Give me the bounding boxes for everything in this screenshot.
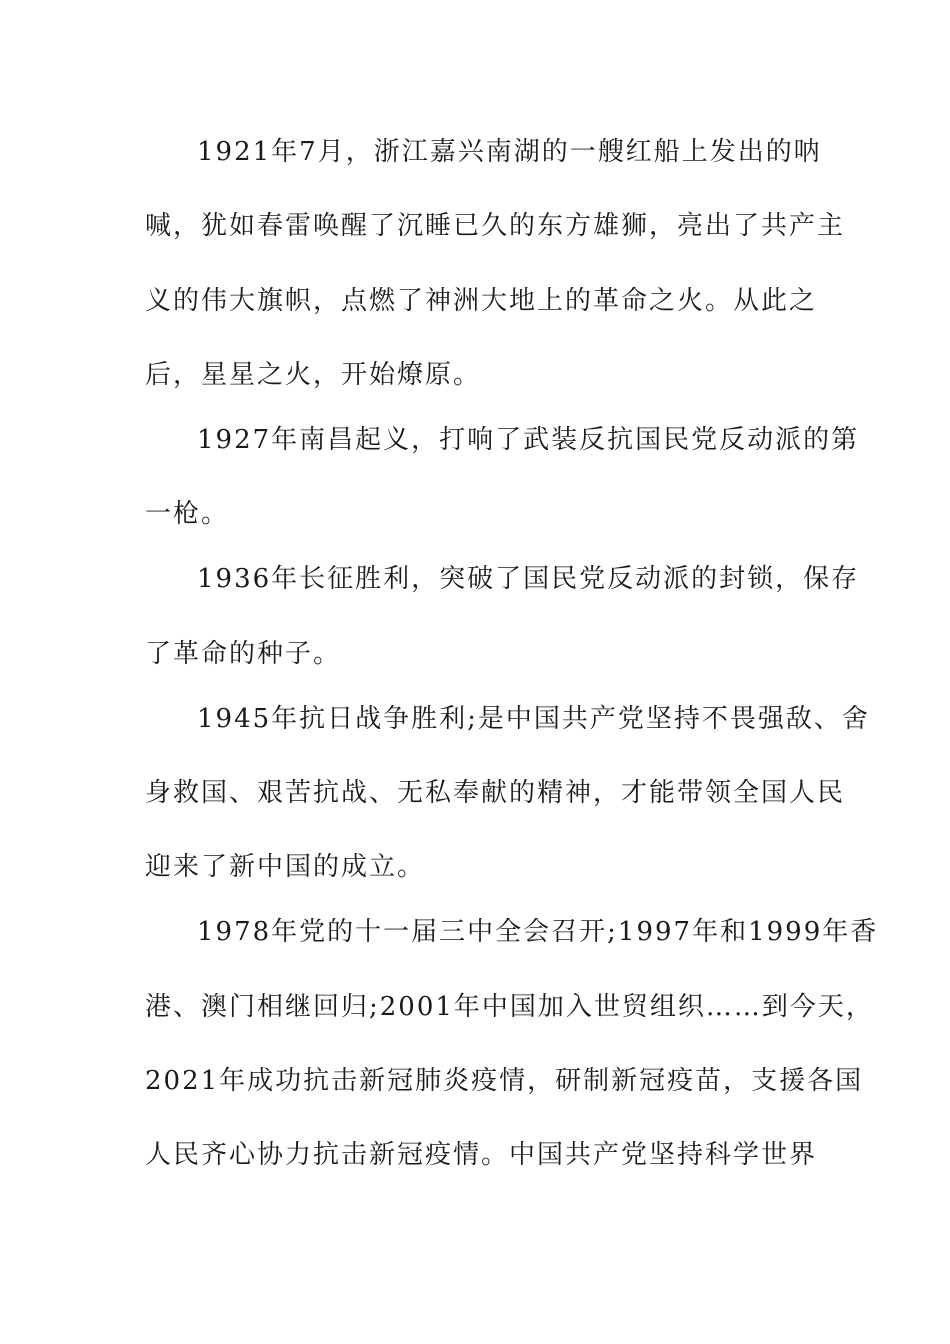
paragraph-5-line-3: 2021年成功抗击新冠肺炎疫情，研制新冠疫苗，支援各国	[145, 1066, 864, 1096]
paragraph-3-line-2: 了革命的种子。	[145, 639, 342, 669]
paragraph-2-line-2: 一枪。	[145, 499, 230, 529]
paragraph-1-line-2: 喊，犹如春雷唤醒了沉睡已久的东方雄狮，亮出了共产主	[145, 211, 846, 241]
paragraph-4-line-3: 迎来了新中国的成立。	[145, 852, 426, 882]
paragraph-1-line-1: 1921年7月，浙江嘉兴南湖的一艘红船上发出的呐	[197, 137, 822, 167]
paragraph-1-line-4: 后，星星之火，开始燎原。	[145, 360, 482, 390]
paragraph-4-line-1: 1945年抗日战争胜利;是中国共产党坚持不畏强敌、舍	[197, 704, 870, 734]
paragraph-4-line-2: 身救国、艰苦抗战、无私奉献的精神，才能带领全国人民	[145, 778, 846, 808]
paragraph-5-line-1: 1978年党的十一届三中全会召开;1997年和1999年香	[197, 917, 879, 947]
paragraph-5-line-2: 港、澳门相继回归;2001年中国加入世贸组织……到今天，	[145, 992, 874, 1022]
paragraph-2-line-1: 1927年南昌起义，打响了武装反抗国民党反动派的第	[197, 425, 860, 455]
paragraph-3-line-1: 1936年长征胜利，突破了国民党反动派的封锁，保存	[197, 564, 860, 594]
paragraph-5-line-4: 人民齐心协力抗击新冠疫情。中国共产党坚持科学世界	[145, 1140, 818, 1170]
paragraph-1-line-3: 义的伟大旗帜，点燃了神洲大地上的革命之火。从此之	[145, 286, 818, 316]
